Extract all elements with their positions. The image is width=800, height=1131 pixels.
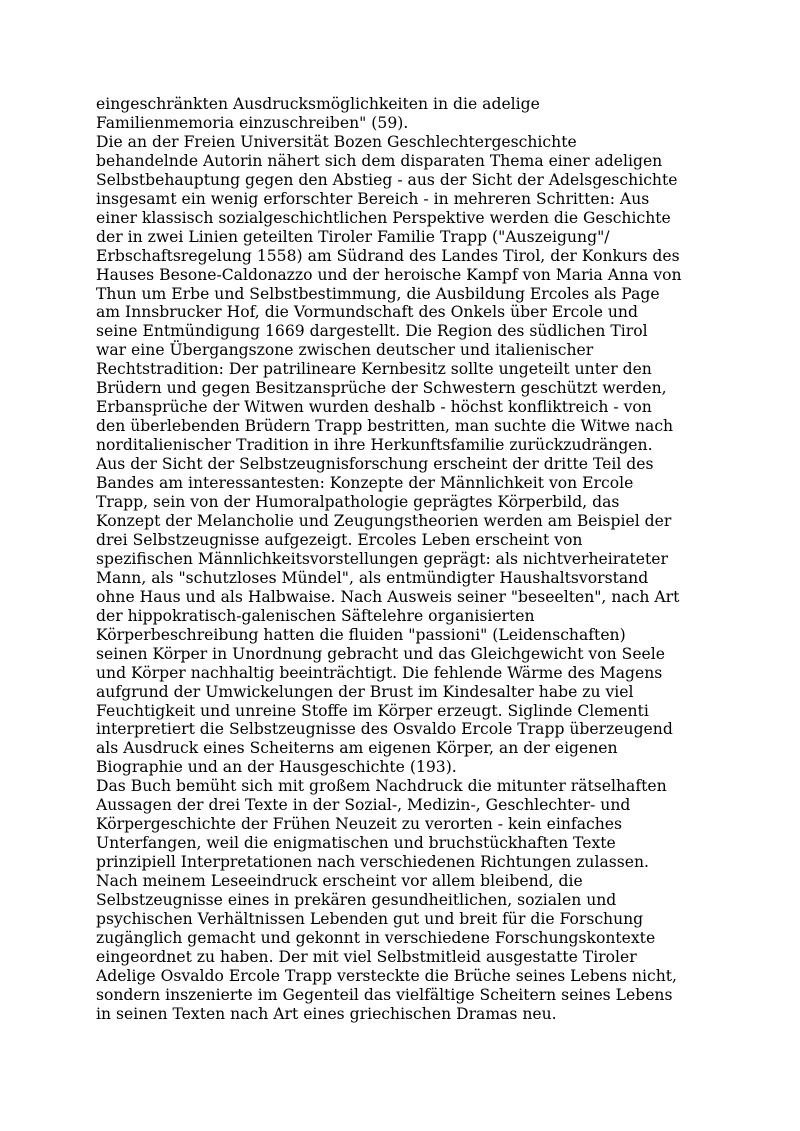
text-line: sondern inszenierte im Gegenteil das vielfältige Scheitern seines Lebens	[96, 985, 673, 1004]
text-line: interpretiert die Selbstzeugnisse des Osvaldo Ercole Trapp überzeugend	[96, 720, 673, 739]
text-line: drei Selbstzeugnisse aufgezeigt. Ercoles Leben erscheint von	[96, 530, 583, 549]
text-line: Hauses Besone-Caldonazzo und der heroische Kampf von Maria Anna von	[96, 265, 682, 284]
text-line: Körperbeschreibung hatten die fluiden "passioni" (Leidenschaften)	[96, 625, 626, 644]
text-line: in seinen Texten nach Art eines griechischen Dramas neu.	[96, 1004, 557, 1023]
text-line: eingeordnet zu haben. Der mit viel Selbstmitleid ausgestatte Tiroler	[96, 947, 637, 966]
text-line: Unterfangen, weil die enigmatischen und bruchstückhaften Texte	[96, 834, 616, 853]
text-line: am Innsbrucker Hof, die Vormundschaft des Onkels über Ercole und	[96, 303, 638, 322]
text-line: Brüdern und gegen Besitzansprüche der Schwestern geschützt werden,	[96, 379, 667, 398]
text-line: zugänglich gemacht und gekonnt in verschiedene Forschungskontexte	[96, 928, 656, 947]
text-line: Die an der Freien Universität Bozen Geschlechtergeschichte	[96, 132, 577, 151]
text-line: psychischen Verhältnissen Lebenden gut und breit für die Forschung	[96, 909, 644, 928]
text-line: der in zwei Linien geteilten Tiroler Familie Trapp ("Auszeigung"/	[96, 227, 610, 246]
text-line: ohne Haus und als Halbwaise. Nach Ausweis seiner "beseelten", nach Art	[96, 587, 680, 606]
document-body	[96, 95, 716, 1024]
text-line: Thun um Erbe und Selbstbestimmung, die Ausbildung Ercoles als Page	[96, 284, 660, 303]
text-line: prinzipiell Interpretationen nach verschiedenen Richtungen zulassen.	[96, 853, 649, 872]
text-line: Biographie und an der Hausgeschichte (193).	[96, 758, 457, 777]
text-line: war eine Übergangszone zwischen deutscher und italienischer	[96, 341, 594, 360]
text-line: behandelnde Autorin nähert sich dem disparaten Thema einer adeligen	[96, 151, 663, 170]
text-line: seine Entmündigung 1669 dargestellt. Die Region des südlichen Tirol	[96, 322, 648, 341]
text-line: eingeschränkten Ausdrucksmöglichkeiten in die adelige	[96, 95, 540, 113]
text-line: Feuchtigkeit und unreine Stoffe im Körper erzeugt. Siglinde Clementi	[96, 701, 649, 720]
text-line: Konzept der Melancholie und Zeugungstheorien werden am Beispiel der	[96, 511, 672, 530]
text-line: Aussagen der drei Texte in der Sozial-, Medizin-, Geschlechter- und	[96, 796, 631, 815]
text-line: Aus der Sicht der Selbstzeugnisforschung erscheint der dritte Teil des	[96, 455, 654, 474]
text-line: den überlebenden Brüdern Trapp bestritten, man suchte die Witwe nach	[96, 417, 674, 436]
text-line: Das Buch bemüht sich mit großem Nachdruck die mitunter rätselhaften	[96, 777, 667, 796]
text-line: als Ausdruck eines Scheiterns am eigenen Körper, an der eigenen	[96, 739, 618, 758]
text-line: Rechtstradition: Der patrilineare Kernbesitz sollte ungeteilt unter den	[96, 360, 652, 379]
text-line: der hippokratisch-galenischen Säftelehre organisierten	[96, 606, 535, 625]
text-line: Körpergeschichte der Frühen Neuzeit zu verorten - kein einfaches	[96, 815, 622, 834]
text-line: und Körper nachhaltig beeinträchtigt. Die fehlende Wärme des Magens	[96, 663, 663, 682]
text-line: spezifischen Männlichkeitsvorstellungen geprägt: als nichtverheirateter	[96, 549, 668, 568]
text-line: Erbansprüche der Witwen wurden deshalb - höchst konfliktreich - von	[96, 398, 652, 417]
text-line: Familienmemoria einzuschreiben" (59).	[96, 113, 409, 132]
text-line: Mann, als "schutzloses Mündel", als entmündigter Haushaltsvorstand	[96, 568, 649, 587]
text-line: Selbstzeugnisse eines in prekären gesundheitlichen, sozialen und	[96, 891, 617, 910]
text-line: seinen Körper in Unordnung gebracht und das Gleichgewicht von Seele	[96, 644, 665, 663]
text-line: Selbstbehauptung gegen den Abstieg - aus der Sicht der Adelsgeschichte	[96, 170, 678, 189]
text-line: aufgrund der Umwickelungen der Brust im Kindesalter habe zu viel	[96, 682, 634, 701]
text-line: norditalienischer Tradition in ihre Herkunftsfamilie zurückzudrängen.	[96, 436, 653, 455]
text-line: Nach meinem Leseeindruck erscheint vor allem bleibend, die	[96, 872, 583, 891]
text-line: Adelige Osvaldo Ercole Trapp versteckte die Brüche seines Lebens nicht,	[96, 966, 677, 985]
text-line: Erbschaftsregelung 1558) am Südrand des Landes Tirol, der Konkurs des	[96, 246, 680, 265]
text-line: einer klassisch sozialgeschichtlichen Perspektive werden die Geschichte	[96, 208, 671, 227]
text-line: insgesamt ein wenig erforschter Bereich - in mehreren Schritten: Aus	[96, 189, 650, 208]
text-line: Bandes am interessantesten: Konzepte der Männlichkeit von Ercole	[96, 474, 634, 493]
text-line: Trapp, sein von der Humoralpathologie geprägtes Körperbild, das	[96, 493, 620, 512]
